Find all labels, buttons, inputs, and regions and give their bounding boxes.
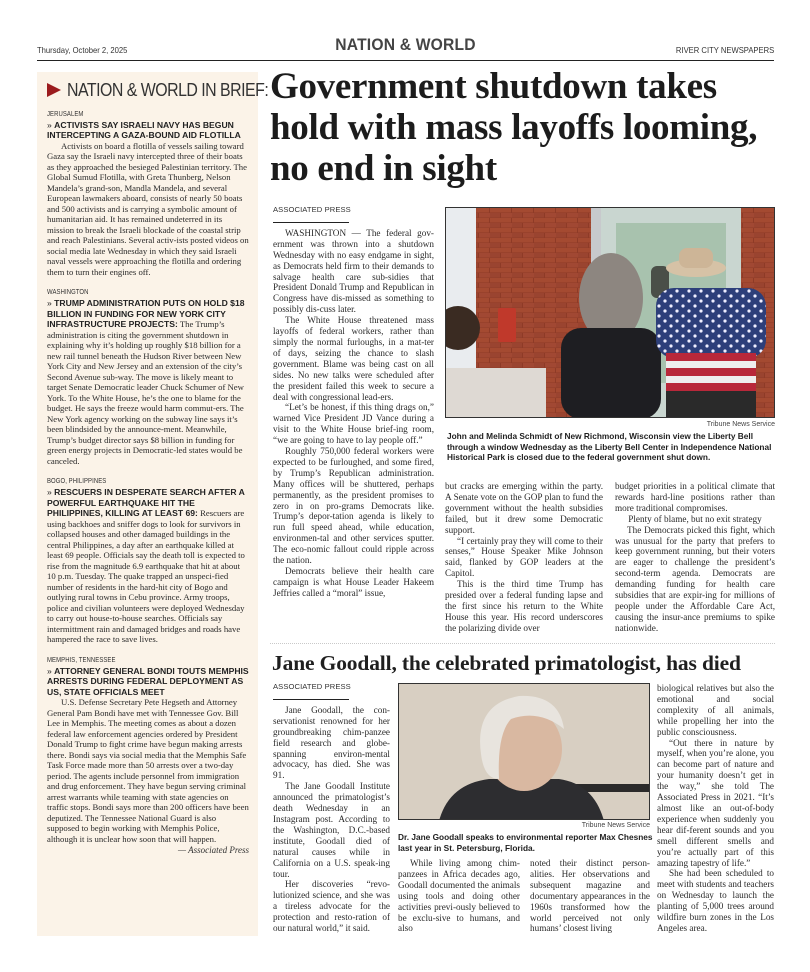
brief-item-jerusalem: [47, 110, 249, 277]
paragraph: The White House threatened mass layoffs of federal workers, rather than simply the normal furloughs, in a mat-ter of days, seizing the chance to slash government. Blame was being cast on all sides. No new talks were scheduled after the president failed this week to secure a deal with congressional lead-ers.: [273, 315, 434, 402]
photo-caption: John and Melinda Schmidt of New Richmond, Wisconsin view the Liberty Bell through a window Wednesday as the Liberty Bell Center in Independence National Historical Park is closed due to the federal government shut down.: [447, 431, 772, 463]
main-story-column-3: [615, 481, 775, 634]
brief-headline: » ACTIVISTS SAY ISRAELI NAVY HAS BEGUN INTERCEPTING A GAZA-BOUND AID FLOTILLA: [47, 120, 241, 141]
brief-headline: » ATTORNEY GENERAL BONDI TOUTS MEMPHIS ARRESTS DURING FEDERAL DEPLOYMENT AS US, STATE OFFICIALS MEET: [47, 665, 249, 697]
main-story-column-2: [445, 481, 603, 634]
paragraph: Her discoveries “revo-lutionized science, and she was a tireless advocate for the protection and resto-ration of our natural world,” it said.: [273, 879, 390, 934]
goodall-column-2: [398, 858, 520, 934]
photo-caption: Dr. Jane Goodall speaks to environmental reporter Max Chesnes last year in St. Petersburg, Florida.: [398, 832, 653, 853]
paragraph: Roughly 750,000 federal workers were expected to be furloughed, and some fired, by Trump’s Republican administration. Many offices will be shuttered, perhaps permanently, as the president promises to zero in on pro-grams Democrats like. Trump’s depor-tation agenda is likely to run full speed ahead, while education, environmen-tal and other services sputter. The eco-nomic fallout could ripple across the nation.: [273, 446, 434, 566]
brief-text: [47, 487, 249, 645]
goodall-column-1: [273, 682, 390, 934]
story-divider: [270, 643, 775, 644]
brief-title: [47, 78, 269, 102]
paragraph: “Out there in nature by myself, when you’re alone, you can become part of nature and your humanity doesn’t get in the way,” she told The Associated Press in 2021. “It’s almost like an out-of-body experience when suddenly you hear dif-ferent sounds and you smell different smells and you’re actually part of this amazing tapestry of life.”: [657, 737, 774, 868]
photo-credit: Tribune News Service: [706, 421, 775, 428]
brief-title-text: NATION & WORLD IN BRIEF:: [67, 79, 269, 100]
paragraph: The Democrats picked this fight, which was unusual for the party that prefers to keep government running, but their voters are eager to challenge the president’s second-term agenda. Democrats are demanding funding for health care subsidies that are expir-ing for millions of people under the Affordable Care Act, causing the insur-ance premiums to spike nationwide.: [615, 524, 775, 633]
secondary-headline: Jane Goodall, the celebrated primatologist, has died: [272, 651, 741, 675]
liberty-bell-photo: [445, 207, 775, 418]
photo-credit: Tribune News Service: [581, 822, 650, 829]
news-brief-sidebar: [37, 72, 269, 936]
brief-item-bogo: [47, 477, 249, 645]
jane-goodall-photo: [398, 683, 650, 820]
photo-image: [399, 684, 650, 820]
brief-item-washington: [47, 288, 249, 466]
chevron-double-right-icon: »: [47, 298, 55, 309]
paragraph: “I certainly pray they will come to their senses,” House Speaker Mike Johnson said, flanked by GOP leaders at the Capitol.: [445, 535, 603, 579]
triangle-right-icon: [47, 83, 61, 97]
byline: ASSOCIATED PRESS: [273, 205, 349, 223]
brief-body: Rescuers are using backhoes and sniffer dogs to look for survivors in collapsed houses and other damaged buildings in the central Philippines, a day after an earthquake killed at least 69 people. Officials say the death toll is expected to rise from the magnitude 6.9 earthquake that hit at about 10 p.m. Tuesday. The quake trapped an unspeci-fied number of residents in the hard-hit city of Bogo and outlying rural towns in Cebu province. Army troops, police and civilian volunteers were deployed Wednesday to carry out house-to-house searches. Officials say intermittment rain and damaged bridges and roads have hampered the race to save lives.: [47, 508, 245, 645]
dateline: BOGO, PHILIPPINES: [47, 478, 107, 486]
brief-body: Activists on board a flotilla of vessels sailing toward Gaza say the Israeli navy intercepted three of their boats as they approached the besieged Palestinian territory. The Global Sumud Flotilla, with Greta Thunberg, Nelson Mandela’s grand-son, Mandla Mandela, and several European lawmakers aboard, consists of nearly 50 boats and 500 activists and is carrying a symbolic amount of humanitarian aid. It has remained undeterred in its mission to break the Israeli blockade of the coastal strip and reach Palestinians. Several activ-ists posted videos on social media late Wednesday in which they said Israeli naval vessels were approaching the flotilla and ordering them to turn their engines off.: [47, 140, 249, 277]
paragraph: biological relatives but also the emotional and social complexity of all animals, while propelling her into the public consciousness.: [657, 683, 774, 737]
chevron-double-right-icon: »: [47, 487, 55, 498]
brief-credit: — Associated Press: [178, 845, 249, 856]
byline: ASSOCIATED PRESS: [273, 682, 349, 700]
paragraph: WASHINGTON — The federal gov-ernment was thrown into a shutdown Wednesday with no easy endgame in sight, as Democrats held firm to their demands to salvage health care sub-sidies that President Donald Trump and Republican in Congress have dis-missed as something to possibly dis-cuss later.: [273, 227, 434, 315]
paragraph: budget priorities in a political climate that rewards hard-line positions rather than more traditional compromises.: [615, 481, 775, 513]
dateline: WASHINGTON: [47, 289, 89, 297]
paragraph: but cracks are emerging within the party. A Senate vote on the GOP plan to fund the government without the health subsidies failed, but it drew some Democratic support.: [445, 481, 603, 535]
paragraph: This is the third time Trump has presided over a federal funding lapse and the first since his return to the White House this year. His record underscores the polarizing divide over: [445, 579, 603, 633]
paragraph: Democrats believe their health care campaign is what House Leader Hakeem Jeffries called a “moral” issue,: [273, 566, 434, 598]
photo-image: [446, 208, 775, 418]
publication-name: RIVER CITY NEWSPAPERS: [675, 45, 774, 55]
chevron-double-right-icon: »: [47, 665, 55, 676]
dateline: MEMPHIS, TENNESSEE: [47, 656, 116, 664]
brief-body: The Trump’s administration is citing the government shutdown in explaining why it’s holding up roughly $18 billion for a new rail tunnel beneath the Hudson River between New York City and New Jersey and an extension of the city’s Second Avenue sub-way. The move is likely meant to target Senate Democratic leader Chuck Schumer of New York. To the White House, he’s the one to blame for the budget. He says the freeze would harm commut-ers. The New York agency working on the subway line says it’s been blindsided by the announce-ment. Meanwhile, Trump’s budget director says $8 billion in funding for green energy projects in Democratic-led states would be canceled.: [47, 319, 244, 466]
goodall-column-3: [530, 858, 650, 934]
section-title: NATION & WORLD: [335, 35, 476, 54]
masthead: [37, 35, 774, 61]
chevron-double-right-icon: »: [47, 120, 55, 130]
paragraph: She had been scheduled to meet with students and teachers on Wednesday to launch the planting of 5,000 trees around wildfire burn zones in the Los Angeles area.: [657, 868, 774, 933]
brief-headline: » RESCUERS IN DESPERATE SEARCH AFTER A POWERFUL EARTHQUAKE HIT THE PHILIPPINES, KILLING AT LEAST 69:: [47, 487, 245, 519]
brief-item-memphis: [47, 656, 249, 855]
brief-text: [47, 298, 249, 466]
main-story-column-1: [273, 205, 434, 599]
subhead: Plenty of blame, but no exit strategy: [628, 513, 762, 524]
goodall-column-4: [657, 683, 774, 934]
brief-headline: » TRUMP ADMINISTRATION PUTS ON HOLD $18 BILLION IN FUNDING FOR NEW YORK CITY INFRASTRUCTURE PROJECTS:: [47, 298, 245, 330]
paragraph: noted their distinct person-alities. Her observations and subsequent magazine and documentary appearances in the 1960s transformed how the world perceived not only humans’ closest living: [530, 858, 650, 934]
brief-body: U.S. Defense Secretary Pete Hegseth and Attorney General Pam Bondi have met with Tennessee Gov. Bill Lee in Memphis. The meeting comes as about a dozen federal law enforcement agencies ordered by President Donald Trump to fight crime have begun making arrests there. Bondi says via social media that the Memphis Safe Task Force made more than 50 arrests over a two-day period. The agents include personnel from immigration and drug enforcement. They have begun serving criminal arrest warrants while teaming with state agencies on traffic stops. Bondi says more than 200 officers have been deputized. The Tennessee National Guard is also supposed to begin working with Memphis Police, although it is unclear how soon that will happen.: [47, 697, 249, 844]
paragraph: “Let’s be honest, if this thing drags on,” warned Vice President JD Vance during a visit to the White House brief-ing room, “we are going to have to lay people off.”: [273, 402, 434, 446]
paragraph: Jane Goodall, the con-servationist renowned for her groundbreaking chim-panzee field research and globe-spanning environ-mental advocacy, has died. She was 91.: [273, 704, 390, 781]
dateline: JERUSALEM: [47, 111, 84, 118]
paragraph: While living among chim-panzees in Africa decades ago, Goodall documented the animals using tools and doing other activities previ-ously believed to be exclu-sive to humans, and also: [398, 858, 520, 934]
main-headline: Government shutdown takes hold with mass layoffs looming, no end in sight: [270, 66, 758, 189]
issue-date: Thursday, October 2, 2025: [37, 45, 128, 55]
paragraph: The Jane Goodall Institute announced the primatologist’s death Wednesday in an Instagram post. According to the Washington, D.C.-based institute, Goodall died of natural causes while in California on a U.S. speak-ing tour.: [273, 781, 390, 879]
